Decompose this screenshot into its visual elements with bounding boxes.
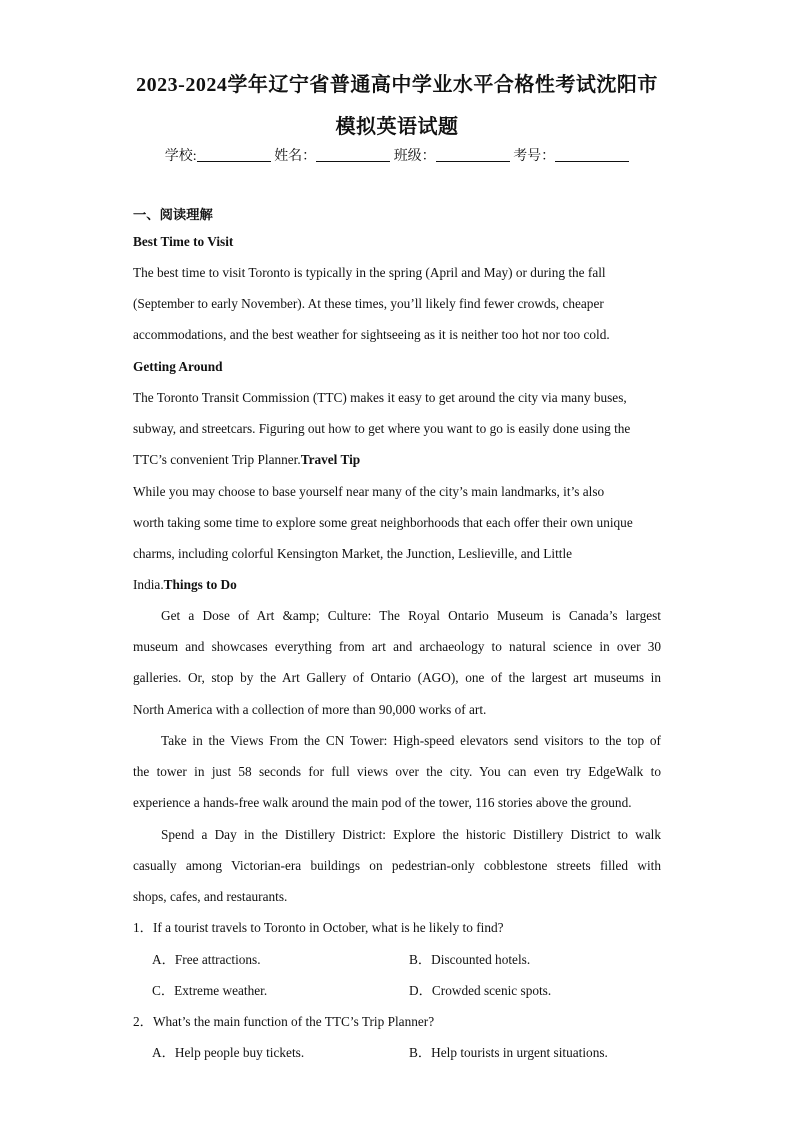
question-1-option-d[interactable]: D．Crowded scenic spots.: [409, 983, 552, 998]
distillery-line: shops, cafes, and restaurants.: [133, 889, 288, 904]
question-2-option-a[interactable]: A．Help people buy tickets.: [152, 1045, 305, 1060]
travel-tip-line: While you may choose to base yourself near many of the city’s main landmarks, it’s also: [133, 484, 605, 499]
getting-around-last-line: [133, 450, 661, 470]
cn-tower-line: experience a hands-free walk around the main pod of the tower, 116 stories above the ground.: [133, 795, 632, 810]
number-blank: [555, 147, 629, 162]
art-culture-line: North America with a collection of more than 90,000 works of art.: [133, 702, 487, 717]
student-info-row: [0, 145, 794, 165]
exam-title-line2: 模拟英语试题: [335, 116, 459, 138]
class-label: 班级：: [393, 149, 436, 164]
question-1-stem: 1．If a tourist travels to Toronto in October, what is he likely to find?: [133, 920, 504, 935]
art-culture-line: museum and showcases everything from art and archaeology to natural science in over 30: [133, 639, 661, 654]
question-1-option-b[interactable]: B．Discounted hotels.: [409, 952, 531, 967]
name-blank: [316, 147, 390, 162]
things-to-do-heading: Things to Do: [163, 577, 237, 592]
question-1-option-a[interactable]: A．Free attractions.: [152, 952, 261, 967]
getting-around-tail: TTC’s convenient Trip Planner.: [133, 452, 301, 467]
distillery-line: casually among Victorian-era buildings on pedestrian-only cobblestone streets filled with: [133, 858, 661, 873]
distillery-line: Spend a Day in the Distillery District: Explore the historic Distillery District to walk: [161, 827, 661, 842]
travel-tip-line: charms, including colorful Kensington Market, the Junction, Leslieville, and Little: [133, 546, 573, 561]
name-label: 姓名：: [274, 149, 317, 164]
school-label: 学校:: [164, 149, 197, 164]
exam-title-line1: 2023-2024学年辽宁省普通高中学业水平合格性考试沈阳市: [136, 74, 658, 96]
question-1-option-c[interactable]: C．Extreme weather.: [152, 983, 268, 998]
travel-tip-heading: Travel Tip: [300, 452, 361, 467]
getting-around-line: subway, and streetcars. Figuring out how to get where you want to go is easily done using the: [133, 421, 631, 436]
question-2-stem: 2．What’s the main function of the TTC’s Trip Planner?: [133, 1014, 435, 1029]
number-label: 考号：: [513, 149, 556, 164]
best-time-line: (September to early November). At these times, you’ll likely find fewer crowds, cheaper: [133, 296, 604, 311]
cn-tower-line: the tower in just 58 seconds for full views over the city. You can even try EdgeWalk to: [133, 764, 661, 779]
getting-around-heading: Getting Around: [133, 359, 223, 374]
travel-tip-tail: India.: [133, 577, 164, 592]
cn-tower-line: Take in the Views From the CN Tower: High-speed elevators send visitors to the top of: [161, 733, 661, 748]
travel-tip-last-line: [133, 575, 661, 595]
getting-around-line: The Toronto Transit Commission (TTC) makes it easy to get around the city via many buses,: [133, 390, 627, 405]
question-2-option-b[interactable]: B．Help tourists in urgent situations.: [409, 1045, 608, 1060]
best-time-line: accommodations, and the best weather for sightseeing as it is neither too hot nor too cold.: [133, 327, 610, 342]
class-blank: [436, 147, 510, 162]
best-time-line: The best time to visit Toronto is typically in the spring (April and May) or during the fall: [133, 265, 606, 280]
best-time-heading: Best Time to Visit: [133, 234, 234, 249]
school-blank: [197, 147, 271, 162]
art-culture-line: Get a Dose of Art &amp; Culture: The Royal Ontario Museum is Canada’s largest: [161, 608, 661, 623]
travel-tip-line: worth taking some time to explore some great neighborhoods that each offer their own unique: [133, 515, 633, 530]
section-heading: 一、阅读理解: [133, 207, 213, 222]
art-culture-line: galleries. Or, stop by the Art Gallery of Ontario (AGO), one of the largest art museums in: [133, 670, 661, 685]
